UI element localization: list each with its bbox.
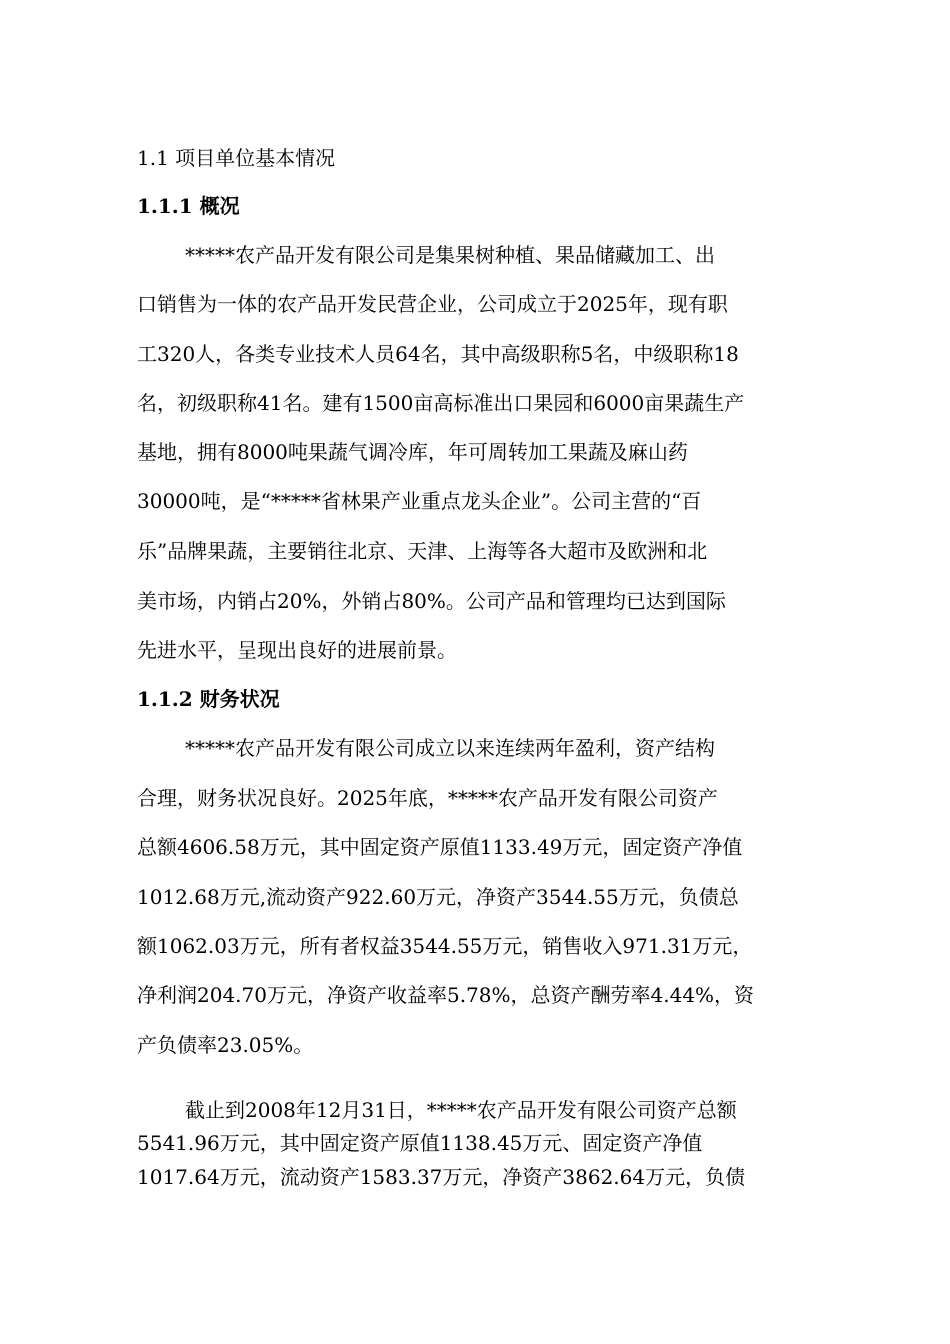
overview-heading: 1.1.1 概况 — [137, 194, 240, 218]
as-of-line: 1017.64万元，流动资产1583.37万元，净资产3862.64万元，负债 — [137, 1165, 746, 1189]
finance-line: 1012.68万元,流动资产922.60万元，净资产3544.55万元，负债总 — [137, 885, 739, 909]
finance-line: *****农产品开发有限公司成立以来连续两年盈利，资产结构 — [185, 736, 715, 760]
overview-line: *****农产品开发有限公司是集果树种植、果品储藏加工、出 — [185, 243, 715, 267]
finance-line: 总额4606.58万元，其中固定资产原值1133.49万元，固定资产净值 — [137, 835, 743, 859]
overview-line: 基地，拥有8000吨果蔬气调冷库，年可周转加工果蔬及麻山药 — [137, 440, 688, 464]
as-of-line: 截止到2008年12月31日，*****农产品开发有限公司资产总额 — [185, 1098, 737, 1122]
overview-line: 口销售为一体的农产品开发民营企业，公司成立于2025年，现有职 — [137, 292, 728, 316]
overview-line: 先进水平，呈现出良好的进展前景。 — [137, 638, 457, 662]
finance-heading: 1.1.2 财务状况 — [137, 687, 280, 711]
finance-line: 额1062.03万元，所有者权益3544.55万元，销售收入971.31万元， — [137, 934, 753, 958]
finance-line: 合理，财务状况良好。2025年底，*****农产品开发有限公司资产 — [137, 786, 718, 810]
as-of-line: 5541.96万元，其中固定资产原值1138.45万元、固定资产净值 — [137, 1131, 703, 1155]
finance-line: 产负债率23.05%。 — [137, 1033, 314, 1057]
overview-line: 30000吨，是“*****省林果产业重点龙头企业”。公司主营的“百 — [137, 489, 702, 513]
overview-line: 美市场，内销占20%，外销占80%。公司产品和管理均已达到国际 — [137, 589, 726, 613]
section-title: 1.1 项目单位基本情况 — [137, 146, 336, 170]
finance-line: 净利润204.70万元，净资产收益率5.78%，总资产酬劳率4.44%，资 — [137, 983, 755, 1007]
overview-line: 名，初级职称41名。建有1500亩高标准出口果园和6000亩果蔬生产 — [137, 391, 745, 415]
overview-line: 乐”品牌果蔬，主要销往北京、天津、上海等各大超市及欧洲和北 — [137, 539, 708, 563]
overview-line: 工320人，各类专业技术人员64名，其中高级职称5名，中级职称18 — [137, 342, 739, 366]
